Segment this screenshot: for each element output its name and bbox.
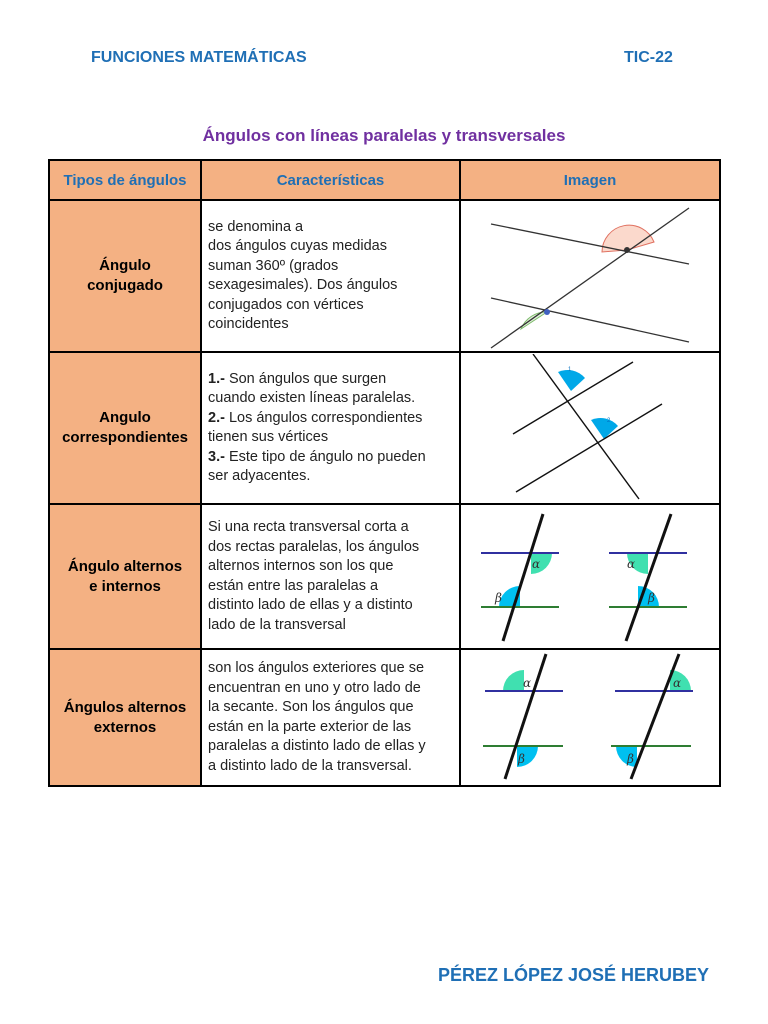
table-header-row [49, 160, 720, 200]
header-left: FUNCIONES MATEMÁTICAS [91, 49, 307, 66]
desc-line: encuentran en uno y otro lado de [208, 679, 421, 696]
transversal-right [631, 654, 682, 779]
type-cell [49, 352, 201, 504]
item-number: 2.- [208, 409, 225, 426]
desc-line: dos rectas paralelas, los ángulos [208, 538, 420, 555]
beta-label-right: β [627, 752, 634, 766]
desc-line: Si una recta transversal corta a [208, 519, 409, 535]
desc-line: se denomina a [208, 218, 304, 235]
type-label-line1: Ángulo alternos [67, 557, 183, 575]
item-text: Este tipo de ángulo no pueden [224, 448, 426, 465]
transversal-left [503, 514, 543, 641]
alternate-exterior-figure [461, 651, 717, 784]
desc-cell [201, 352, 460, 504]
angles-table [48, 159, 721, 787]
table-row [49, 504, 720, 649]
desc-cell [201, 649, 460, 786]
type-label-line1: Angulo [99, 409, 151, 426]
page-title: Ángulos con líneas paralelas y transversales [202, 126, 566, 145]
table-row [49, 200, 720, 352]
alpha-label-right: α [673, 676, 682, 690]
beta-label-right: β [648, 591, 655, 605]
col-header-characteristics: Características [201, 160, 460, 200]
vertex-point-upper [624, 247, 630, 253]
desc-line: son los ángulos exteriores que se [208, 660, 425, 676]
parallel-line-upper [491, 224, 689, 264]
alpha-sector-left [503, 670, 524, 691]
desc-line: suman 360º (grados [208, 257, 339, 274]
desc-line: distinto lado de ellas y a distinto [208, 597, 413, 613]
col-header-image: Imagen [460, 160, 720, 200]
desc-line: la secante. Son los ángulos que [208, 699, 414, 715]
desc-line: alternos internos son los que [208, 558, 394, 574]
author-footer: PÉREZ LÓPEZ JOSÉ HERUBEY [438, 965, 710, 985]
angle-arc-lower [521, 312, 547, 329]
type-cell [49, 649, 201, 786]
image-cell [460, 200, 720, 352]
desc-line: a distinto lado de la transversal. [208, 757, 412, 774]
beta-label-left: β [495, 591, 502, 605]
angle-label-1: 1 [568, 367, 572, 373]
type-label-line2: correspondientes [62, 429, 188, 446]
item-text: Son ángulos que surgen [224, 370, 387, 387]
type-cell [49, 200, 201, 352]
angle-sector-1 [558, 370, 585, 391]
col-header-types: Tipos de ángulos [49, 160, 201, 200]
type-label-line2: e internos [89, 577, 161, 595]
alpha-label-left: α [532, 557, 541, 571]
conjugate-angles-figure [461, 202, 717, 350]
desc-cell [201, 200, 460, 352]
beta-label-left: β [518, 752, 525, 766]
type-label-line1: Ángulos alternos [63, 698, 187, 716]
item-number: 3.- [208, 448, 225, 465]
image-cell [460, 504, 720, 649]
desc-line: paralelas a distinto lado de ellas y [208, 738, 426, 754]
alpha-label-left: α [523, 676, 532, 690]
image-cell [460, 352, 720, 504]
alpha-label-right: α [627, 557, 636, 571]
table-row [49, 352, 720, 504]
corresponding-angles-figure [461, 354, 717, 502]
image-cell [460, 649, 720, 786]
desc-line: conjugados con vértices [208, 296, 364, 313]
header-right: TIC-22 [624, 49, 673, 66]
desc-line: están en la parte exterior de las [208, 718, 412, 735]
type-cell [49, 504, 201, 649]
desc-line: están entre las paralelas a [208, 577, 379, 594]
type-label-line2: externos [93, 718, 157, 736]
parallel-line-lower [516, 404, 662, 492]
type-label-line1: Ángulo [99, 257, 151, 274]
desc-line: coincidentes [208, 316, 289, 332]
vertex-point-lower [544, 309, 550, 315]
type-label-line2: conjugado [87, 277, 163, 294]
desc-line: dos ángulos cuyas medidas [208, 238, 387, 254]
desc-line: sexagesimales). Dos ángulos [208, 277, 398, 293]
table-row [49, 649, 720, 786]
item-text-cont: tienen sus vértices [208, 429, 329, 445]
desc-cell [201, 504, 460, 649]
parallel-line-lower [491, 298, 689, 342]
angle-sector-2 [591, 418, 618, 439]
item-text-cont: ser adyacentes. [208, 468, 311, 484]
transversal-line [533, 354, 639, 499]
item-number: 1.- [208, 370, 225, 387]
transversal-right [626, 514, 671, 641]
alternate-interior-figure [461, 506, 717, 647]
item-text: Los ángulos correspondientes [224, 409, 423, 426]
desc-line: lado de la transversal [208, 616, 346, 633]
transversal-line [491, 208, 689, 348]
item-text-cont: cuando existen líneas paralelas. [208, 390, 416, 406]
angle-label-2: 2 [607, 418, 611, 424]
